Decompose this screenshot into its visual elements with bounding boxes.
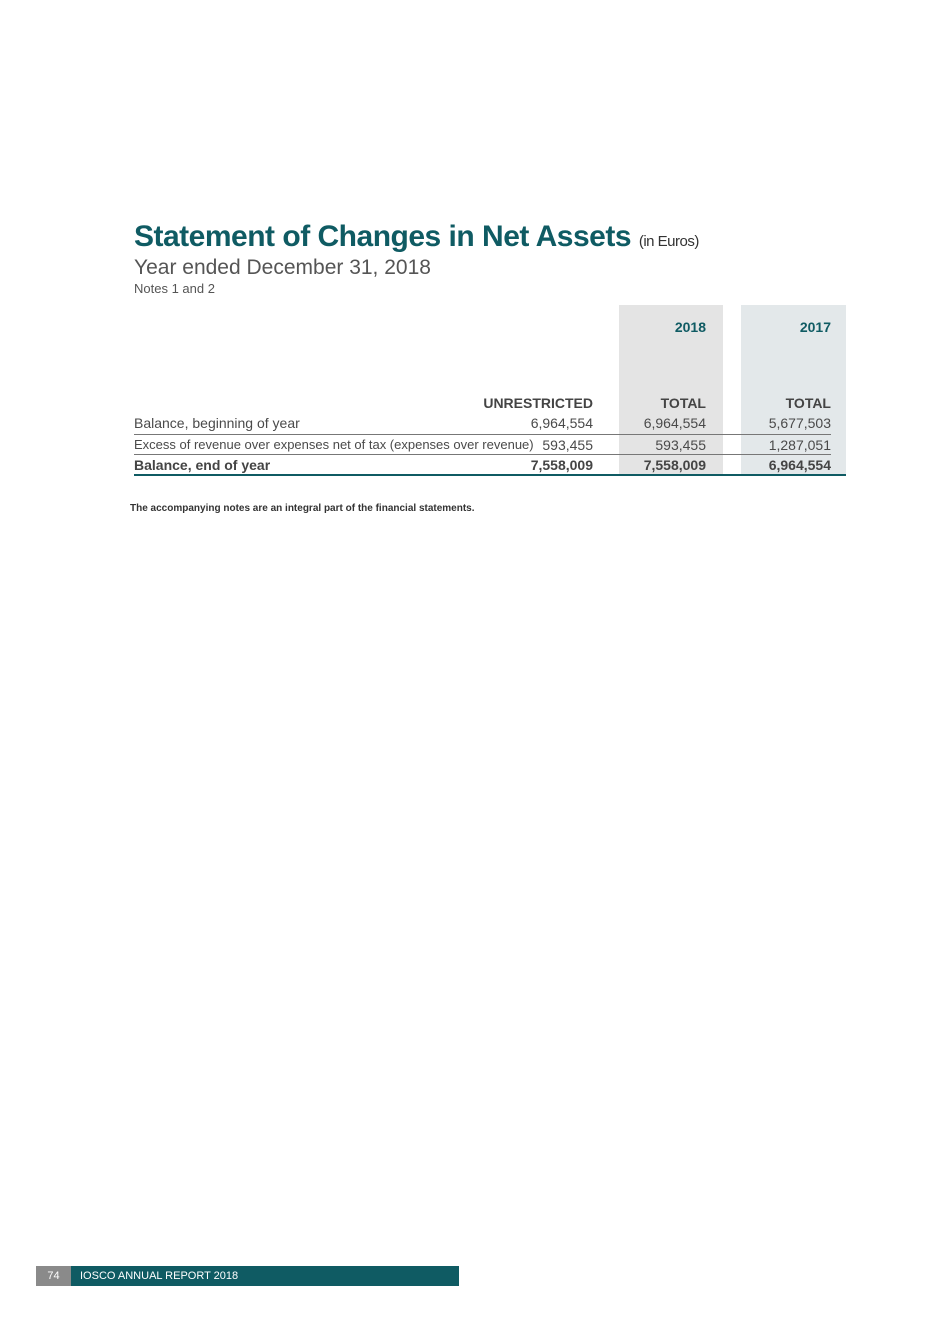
column-header-unrestricted: UNRESTRICTED (483, 395, 593, 411)
row-value-unrestricted: 7,558,009 (530, 457, 593, 473)
notes-reference: Notes 1 and 2 (134, 281, 215, 296)
row-value-total-2018: 7,558,009 (643, 457, 706, 473)
row-label: Balance, end of year (134, 457, 271, 473)
row-value-unrestricted: 6,964,554 (530, 415, 593, 431)
column-header-total-2018: TOTAL (660, 395, 706, 411)
title-block (134, 220, 699, 296)
title-text: Statement of Changes in Net Assets (134, 220, 631, 253)
year-2018-header: 2018 (674, 319, 706, 335)
row-label: Balance, beginning of year (134, 415, 300, 431)
row-value-total-2018: 593,455 (655, 437, 706, 453)
table-row (134, 434, 831, 455)
table-bottom-rule (134, 474, 846, 476)
row-label: Excess of revenue over expenses net of tax (expenses over revenue) (134, 437, 534, 452)
row-value-total-2017: 6,964,554 (768, 457, 831, 473)
year-2017-header: 2017 (799, 319, 831, 335)
row-value-total-2018: 6,964,554 (643, 415, 706, 431)
table-row-total (134, 454, 831, 475)
page-number: 74 (36, 1266, 71, 1286)
page-subtitle: Year ended December 31, 2018 (134, 256, 431, 279)
row-value-total-2017: 5,677,503 (768, 415, 831, 431)
column-header-total-2017: TOTAL (785, 395, 831, 411)
table-row (134, 413, 831, 433)
footnote: The accompanying notes are an integral part of the financial statements. (130, 503, 475, 514)
report-footer-title: IOSCO ANNUAL REPORT 2018 (71, 1266, 459, 1286)
title-unit: (in Euros) (638, 233, 699, 250)
row-value-total-2017: 1,287,051 (768, 437, 831, 453)
row-value-unrestricted: 593,455 (542, 437, 593, 453)
page-title (134, 220, 699, 254)
